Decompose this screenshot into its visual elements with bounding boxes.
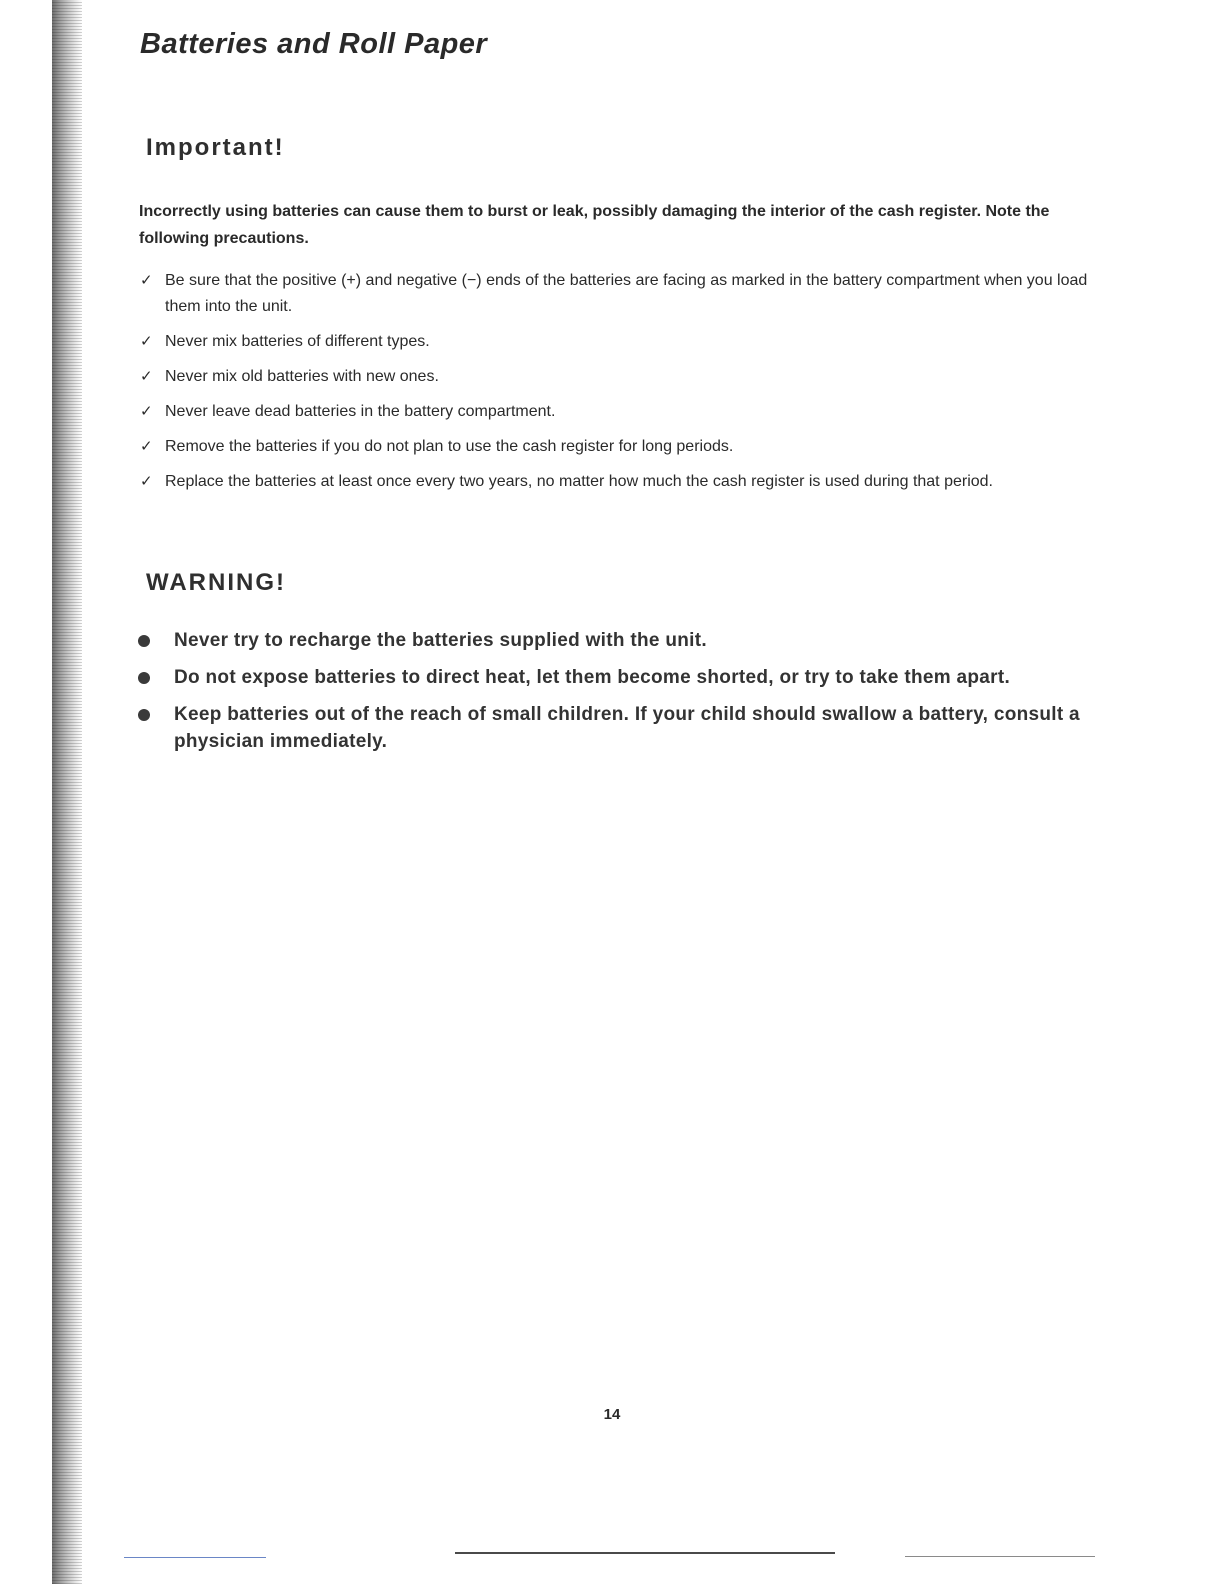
bullet-icon	[138, 672, 150, 684]
checkmark-icon: ✓	[140, 272, 153, 289]
bullet-icon	[138, 709, 150, 721]
precaution-item	[140, 268, 1100, 320]
checkmark-icon: ✓	[140, 403, 153, 420]
checkmark-icon: ✓	[140, 368, 153, 385]
warning-text: Do not expose batteries to direct heat, let them become shorted, or try to take them apart.	[174, 667, 1011, 688]
scan-artifact-line	[455, 1552, 835, 1554]
precaution-item	[140, 469, 1100, 495]
precautions-list	[140, 268, 1100, 504]
precaution-text: Remove the batteries if you do not plan to use the cash register for long periods.	[165, 438, 734, 455]
precaution-item	[140, 329, 1100, 355]
precaution-item	[140, 399, 1100, 425]
precaution-item	[140, 364, 1100, 390]
warning-heading: WARNING!	[146, 569, 286, 596]
warning-text: Never try to recharge the batteries supplied with the unit.	[174, 630, 707, 651]
scan-binding-edge	[52, 0, 82, 1584]
checkmark-icon: ✓	[140, 333, 153, 350]
page-title: Batteries and Roll Paper	[140, 28, 488, 60]
important-heading: Important!	[146, 134, 285, 161]
precaution-text: Never mix old batteries with new ones.	[165, 368, 439, 385]
checkmark-icon: ✓	[140, 438, 153, 455]
page-number: 14	[603, 1406, 621, 1423]
warning-item	[136, 627, 1111, 654]
precaution-text: Never mix batteries of different types.	[165, 333, 430, 350]
scan-artifact-line	[905, 1556, 1095, 1557]
important-intro: Incorrectly using batteries can cause them to burst or leak, possibly damaging the interior of the cash register. Note the following precautions.	[139, 203, 1050, 247]
scan-artifact-line	[124, 1557, 266, 1558]
checkmark-icon: ✓	[140, 473, 153, 490]
precaution-item	[140, 434, 1100, 460]
warning-item	[136, 701, 1111, 755]
precaution-text: Be sure that the positive (+) and negative (−) ends of the batteries are facing as marked in the battery compartment when you load them into the unit.	[165, 272, 1088, 315]
warnings-list	[136, 627, 1111, 765]
precaution-text: Replace the batteries at least once every two years, no matter how much the cash register is used during that period.	[165, 473, 993, 490]
warning-item	[136, 664, 1111, 691]
bullet-icon	[138, 635, 150, 647]
warning-text: Keep batteries out of the reach of small children. If your child should swallow a battery, consult a physician immediately.	[174, 704, 1080, 752]
precaution-text: Never leave dead batteries in the battery compartment.	[165, 403, 556, 420]
